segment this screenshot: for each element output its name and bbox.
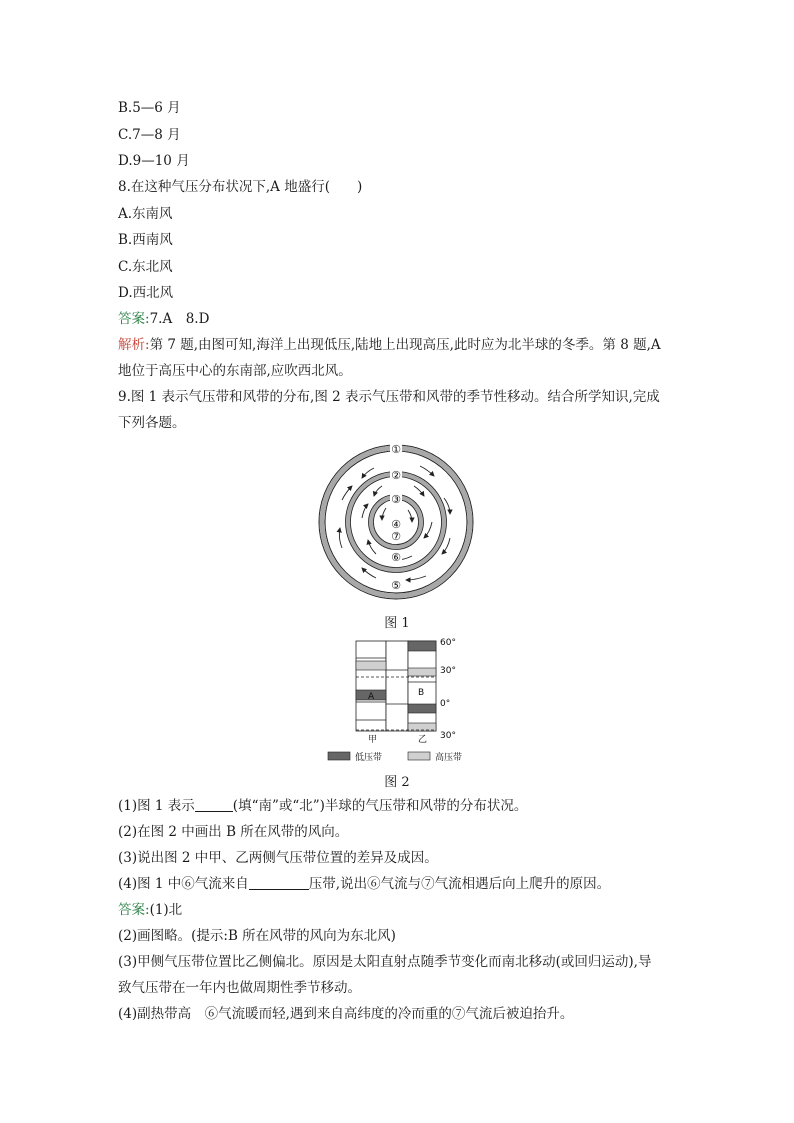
q8-option-d: D.西北风 [118,285,174,301]
lat-label-0: 0° [440,699,451,709]
figure-2-diagram [350,634,480,744]
analysis-label: 解析: [118,337,150,353]
band-high-right-top [408,668,436,676]
subq-4 [118,875,610,893]
band-high-left [356,661,386,670]
q7-option-c: C.7—8 月 [118,127,181,143]
legend-high-label: 高压带 [435,753,463,763]
answer-9-a3-line-1: (3)甲侧气压带位置比乙侧偏北。原因是太阳直射点随季节变化而南北移动(或回归运动),导 [118,954,652,970]
lat-label-60: 60° [440,638,456,648]
figure-1-label-2: ② [391,469,401,482]
legend-low-label: 低压带 [355,753,383,763]
subq-4-blank [249,875,309,890]
figure-2-caption: 图 2 [384,775,410,790]
answer-9-line-1 [118,901,182,919]
answer-9-a1: (1)北 [149,902,183,918]
band-low-right-bottom [408,704,436,713]
analysis-text-1: 第 7 题,由图可知,海洋上出现低压,陆地上出现高压,此时应为北半球的冬季。第 8 题,A [149,337,661,353]
subq-2: (2)在图 2 中画出 B 所在风带的风向。 [118,824,349,840]
subq-1-blank [195,797,233,812]
legend-high-swatch [408,752,430,760]
q8-option-c: C.东北风 [118,259,173,275]
column-jia-label: 甲 [368,735,378,744]
q9-stem-line-2: 下列各题。 [118,415,186,431]
analysis-line-1 [118,336,661,354]
zone-a-label: A [368,692,375,702]
q7-option-b: B.5—6 月 [118,100,181,116]
subq-4-pre: (4)图 1 中⑥气流来自 [118,876,249,892]
answer-9-a4: (4)副热带高 ⑥气流暖而轻,遇到来自高纬度的冷而重的⑦气流后被迫抬升。 [118,1006,574,1022]
q8-stem: 8.在这种气压分布状况下,A 地盛行( ) [118,179,363,195]
analysis-line-2: 地位于高压中心的东南部,应吹西北风。 [118,363,352,379]
figure-1-caption: 图 1 [384,616,410,631]
q8-option-b: B.西南风 [118,232,173,248]
column-yi-label: 乙 [418,735,428,744]
figure-1-circles [316,442,476,602]
subq-3: (3)说出图 2 中甲、乙两侧气压带位置的差异及成因。 [118,850,438,866]
answer-9-a3-line-2: 致气压带在一年内也做周期性季节移动。 [118,980,361,996]
lat-label-30n: 30° [440,666,456,676]
figure-2-legend [326,748,496,764]
figure-1-label-4: ④ [391,518,401,531]
zone-b-label: B [418,688,425,698]
subq-1-post: (填“南”或“北”)半球的气压带和风带的分布状况。 [232,798,528,814]
answer-9-a2: (2)画图略。(提示:B 所在风带的风向为东北风) [118,928,396,944]
figure-1-label-5: ⑤ [391,579,401,592]
figure-1-label-6: ⑥ [391,551,401,564]
answer-7-8 [118,310,209,328]
q7-option-d: D.9—10 月 [118,153,190,169]
figure-1-label-3: ③ [391,493,401,506]
answer-text: 7.A 8.D [149,311,210,327]
figure-1-label-1: ① [391,443,401,456]
answer-9-label: 答案: [118,902,150,918]
legend-low-swatch [328,752,350,760]
subq-4-post: 压带,说出⑥气流与⑦气流相遇后向上爬升的原因。 [308,876,611,892]
subq-1 [118,797,527,815]
figure-1-label-7: ⑦ [391,530,401,543]
answer-label: 答案: [118,311,150,327]
subq-1-pre: (1)图 1 表示 [118,798,195,814]
band-low-right-top [408,641,436,651]
q8-option-a: A.东南风 [118,206,173,222]
lat-label-30s: 30° [440,731,456,741]
q9-stem-line-1: 9.图 1 表示气压带和风带的分布,图 2 表示气压带和风带的季节性移动。结合所学知识,完成 [118,389,660,405]
